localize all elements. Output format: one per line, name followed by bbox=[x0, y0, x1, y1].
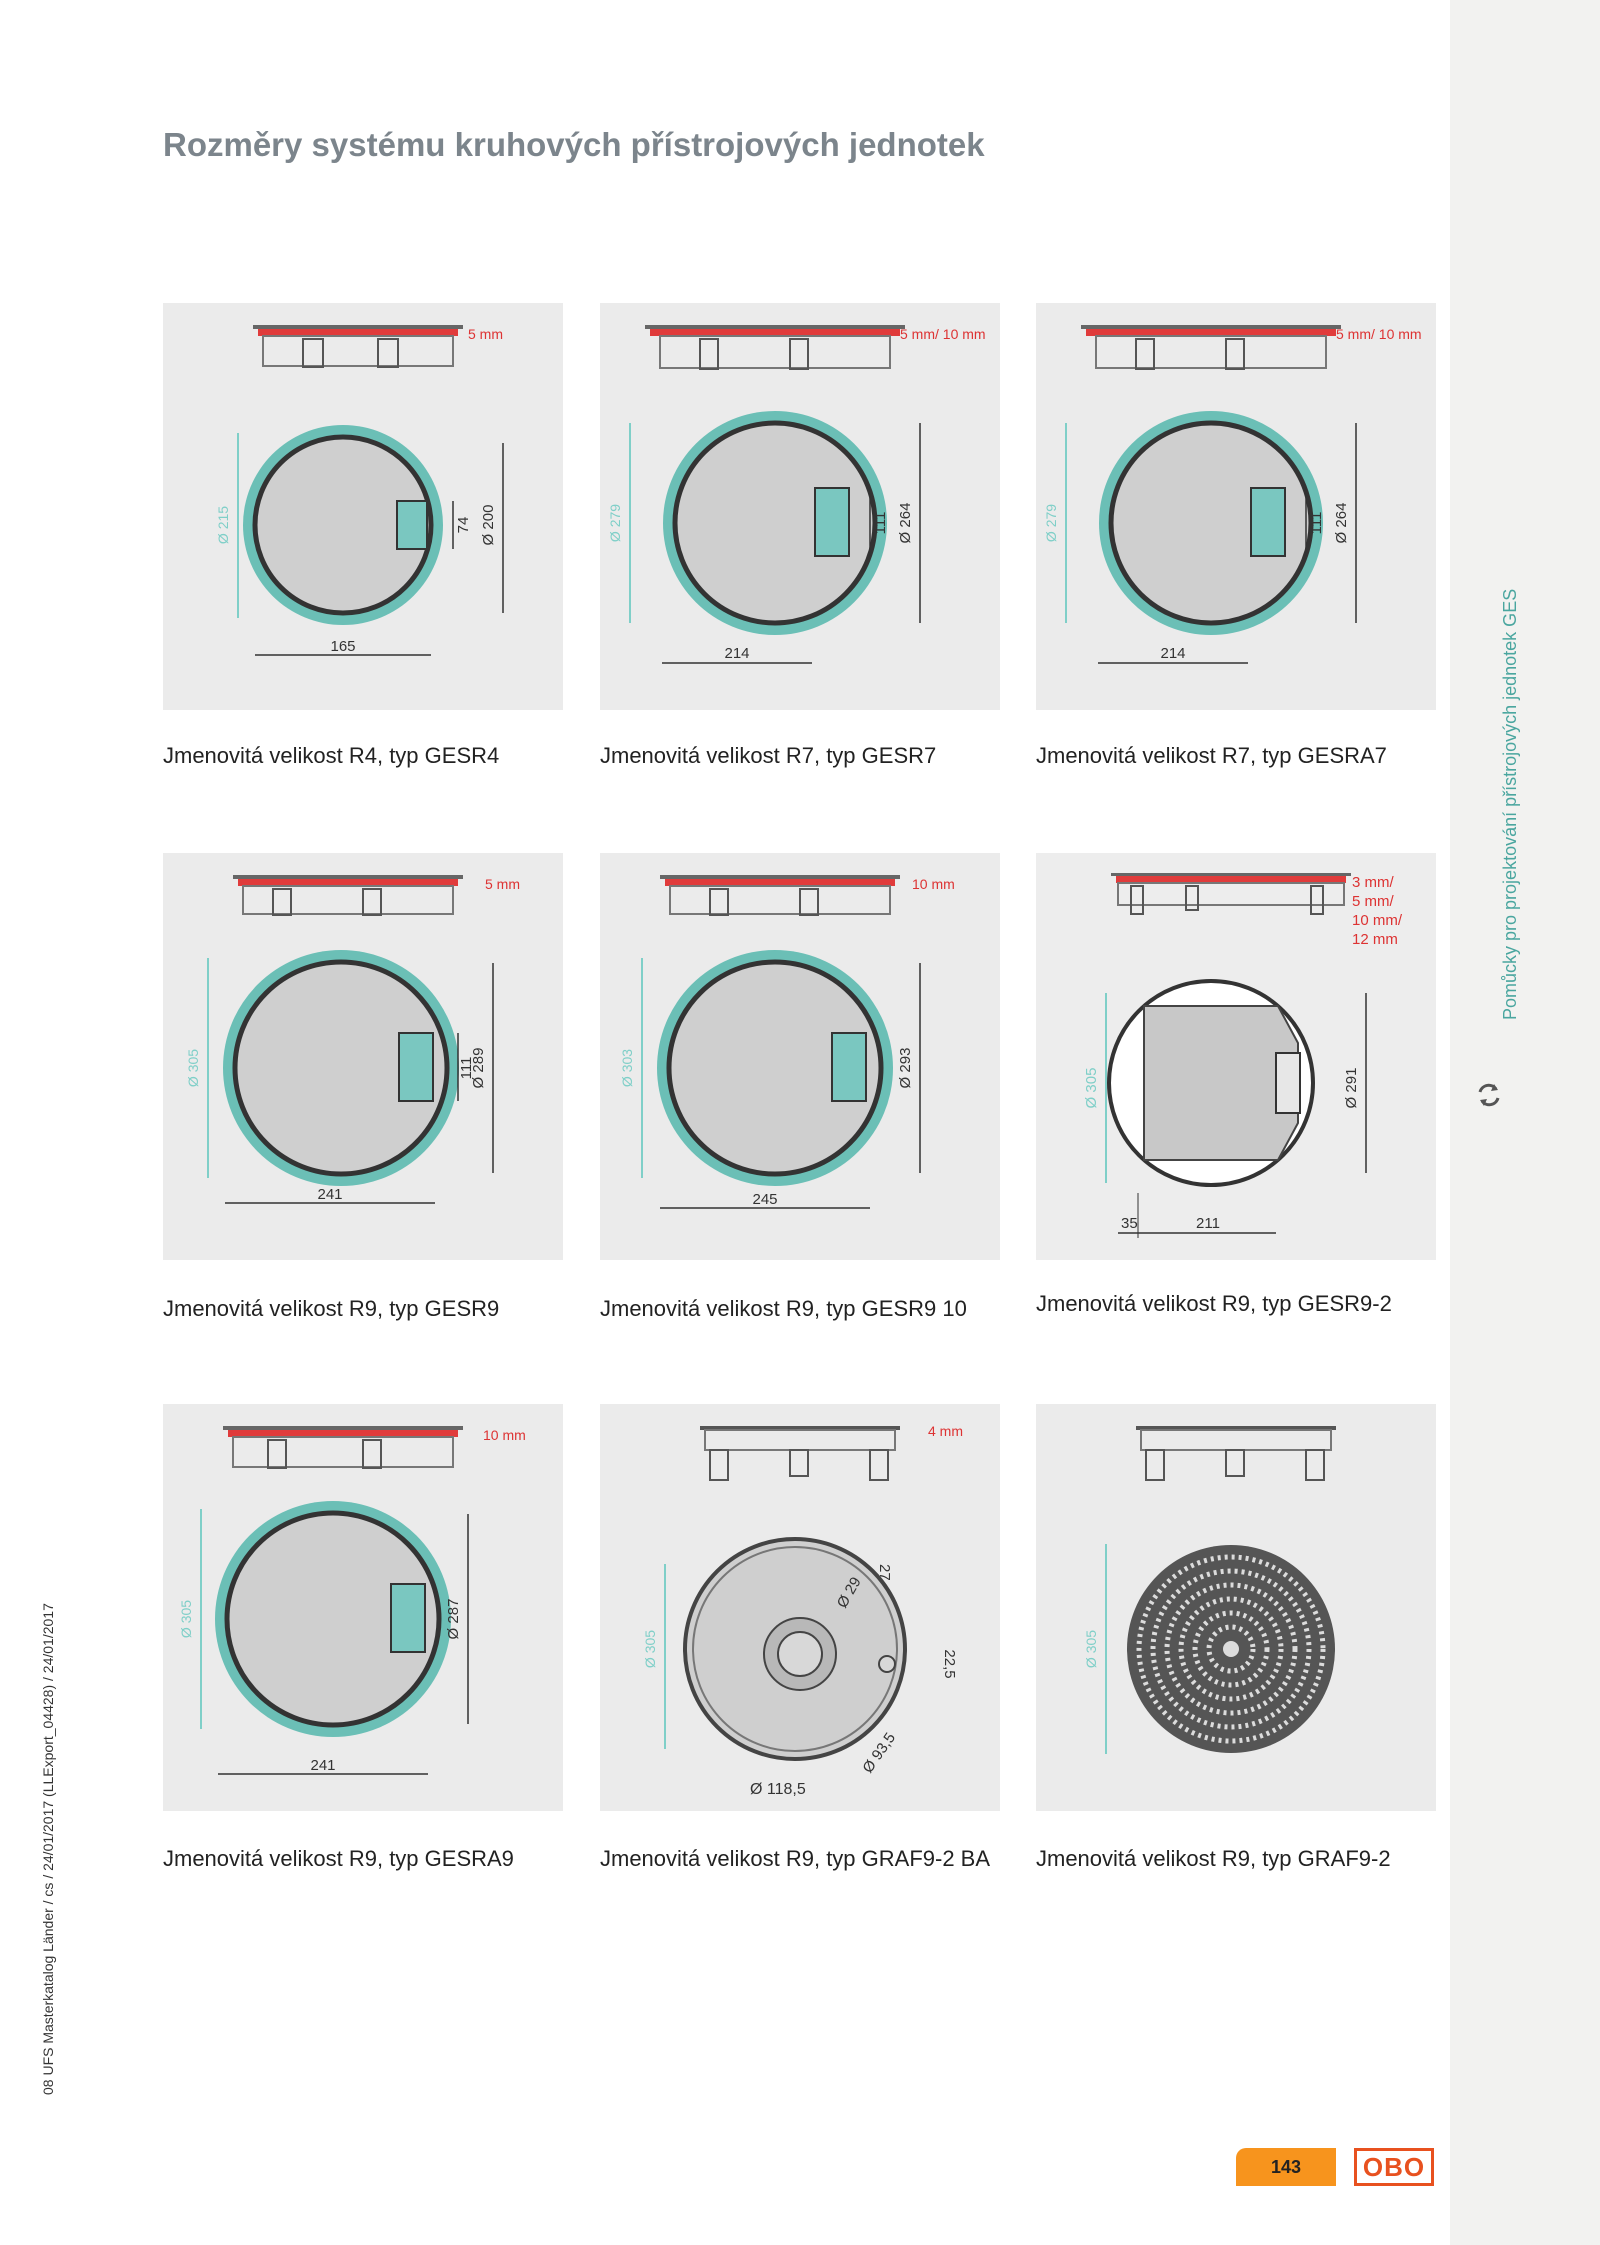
dim-118-5: Ø 118,5 bbox=[750, 1781, 806, 1798]
drawing-panel-gesra7 bbox=[1036, 303, 1436, 710]
depth-label: 5 mm bbox=[468, 326, 503, 342]
page-title: Rozměry systému kruhových přístrojových jednotek bbox=[163, 126, 985, 163]
diameter-label: Ø 289 bbox=[470, 1047, 487, 1089]
dim-22-5: 22,5 bbox=[941, 1649, 958, 1679]
depth-label: 10 mm bbox=[483, 1427, 526, 1443]
depth-label: 5 mm/ 10 mm bbox=[1336, 326, 1422, 342]
outer-diameter-label: Ø 305 bbox=[1083, 1067, 1100, 1109]
page-number: 143 bbox=[1236, 2148, 1336, 2186]
width-label: 214 bbox=[724, 645, 750, 662]
dim-93-5: Ø 93,5 bbox=[859, 1729, 900, 1777]
depth-label-3: 10 mm/ bbox=[1352, 912, 1403, 929]
sidebar-strip bbox=[1450, 0, 1600, 2245]
outer-diameter-label: Ø 305 bbox=[642, 1629, 658, 1669]
drawing-panel-gesra9 bbox=[163, 1404, 563, 1811]
drawing-panel-gesr9-2 bbox=[1036, 853, 1436, 1260]
outer-diameter-label: Ø 215 bbox=[215, 505, 231, 545]
outer-diameter-label: Ø 279 bbox=[1043, 503, 1059, 543]
caption-gesr4: Jmenovitá velikost R4, typ GESR4 bbox=[163, 743, 500, 768]
depth-label: 5 mm bbox=[485, 876, 520, 892]
drawing-panel-gesr9-10 bbox=[600, 853, 1000, 1260]
offset-label: 35 bbox=[1121, 1215, 1138, 1232]
drawing-panel-gesr4 bbox=[163, 303, 563, 710]
diameter-label: Ø 287 bbox=[445, 1598, 462, 1640]
dim-27: 27 bbox=[876, 1564, 893, 1581]
sidebar-title: Pomůcky pro projektování přístrojových jednotek GES bbox=[1500, 588, 1520, 1020]
caption-gesr9-10: Jmenovitá velikost R9, typ GESR9 10 bbox=[600, 1296, 967, 1321]
dim-29: Ø 29 bbox=[833, 1574, 865, 1611]
height-label: 111 bbox=[872, 511, 889, 535]
height-label: 111 bbox=[458, 1056, 475, 1080]
diameter-label: Ø 264 bbox=[897, 502, 914, 544]
depth-label-4: 12 mm bbox=[1352, 931, 1398, 948]
outer-diameter-label: Ø 305 bbox=[185, 1048, 201, 1088]
footer-catalog-info: 08 UFS Masterkatalog Länder / cs / 24/01/2017 (LLExport_04428) / 24/01/2017 bbox=[40, 1603, 56, 2095]
depth-label-1: 3 mm/ bbox=[1352, 874, 1394, 891]
caption-graf9-2-ba: Jmenovitá velikost R9, typ GRAF9-2 BA bbox=[600, 1846, 991, 1871]
width-label: 241 bbox=[310, 1757, 336, 1774]
height-label: 74 bbox=[455, 516, 472, 534]
width-label: 214 bbox=[1160, 645, 1186, 662]
outer-diameter-label: Ø 305 bbox=[178, 1599, 194, 1639]
diameter-label: Ø 291 bbox=[1343, 1067, 1360, 1109]
width-label: 165 bbox=[330, 638, 356, 655]
outer-diameter-label: Ø 279 bbox=[607, 503, 623, 543]
outer-diameter-label: Ø 305 bbox=[1083, 1629, 1099, 1669]
obo-logo: OBO bbox=[1354, 2148, 1434, 2186]
side-view bbox=[253, 325, 503, 367]
caption-gesra9: Jmenovitá velikost R9, typ GESRA9 bbox=[163, 1846, 514, 1871]
caption-gesr9: Jmenovitá velikost R9, typ GESR9 bbox=[163, 1296, 500, 1321]
caption-gesr7: Jmenovitá velikost R7, typ GESR7 bbox=[600, 743, 937, 768]
caption-gesr9-2: Jmenovitá velikost R9, typ GESR9-2 bbox=[1036, 1291, 1392, 1316]
diameter-label: Ø 293 bbox=[897, 1047, 914, 1089]
depth-label: 5 mm/ 10 mm bbox=[900, 326, 986, 342]
caption-gesra7: Jmenovitá velikost R7, typ GESRA7 bbox=[1036, 743, 1387, 768]
diameter-label: Ø 264 bbox=[1333, 502, 1350, 544]
drawing-panel-gesr7 bbox=[600, 303, 1000, 710]
recycle-arrows-icon bbox=[1474, 1080, 1504, 1110]
width-label: 245 bbox=[752, 1191, 778, 1208]
width-label: 241 bbox=[317, 1186, 343, 1203]
caption-graf9-2: Jmenovitá velikost R9, typ GRAF9-2 bbox=[1036, 1846, 1391, 1871]
depth-label-2: 5 mm/ bbox=[1352, 893, 1394, 910]
outer-diameter-label: Ø 303 bbox=[619, 1048, 635, 1088]
drawing-panel-gesr9 bbox=[163, 853, 563, 1260]
width-label: 211 bbox=[1196, 1215, 1220, 1232]
diameter-label: Ø 200 bbox=[480, 504, 497, 546]
drawing-panel-graf9-2-ba bbox=[600, 1404, 1000, 1811]
grate-pattern bbox=[1127, 1545, 1335, 1753]
depth-label: 10 mm bbox=[912, 876, 955, 892]
depth-label: 4 mm bbox=[928, 1423, 963, 1439]
drawing-panel-graf9-2 bbox=[1036, 1404, 1436, 1811]
height-label: 111 bbox=[1308, 511, 1325, 535]
